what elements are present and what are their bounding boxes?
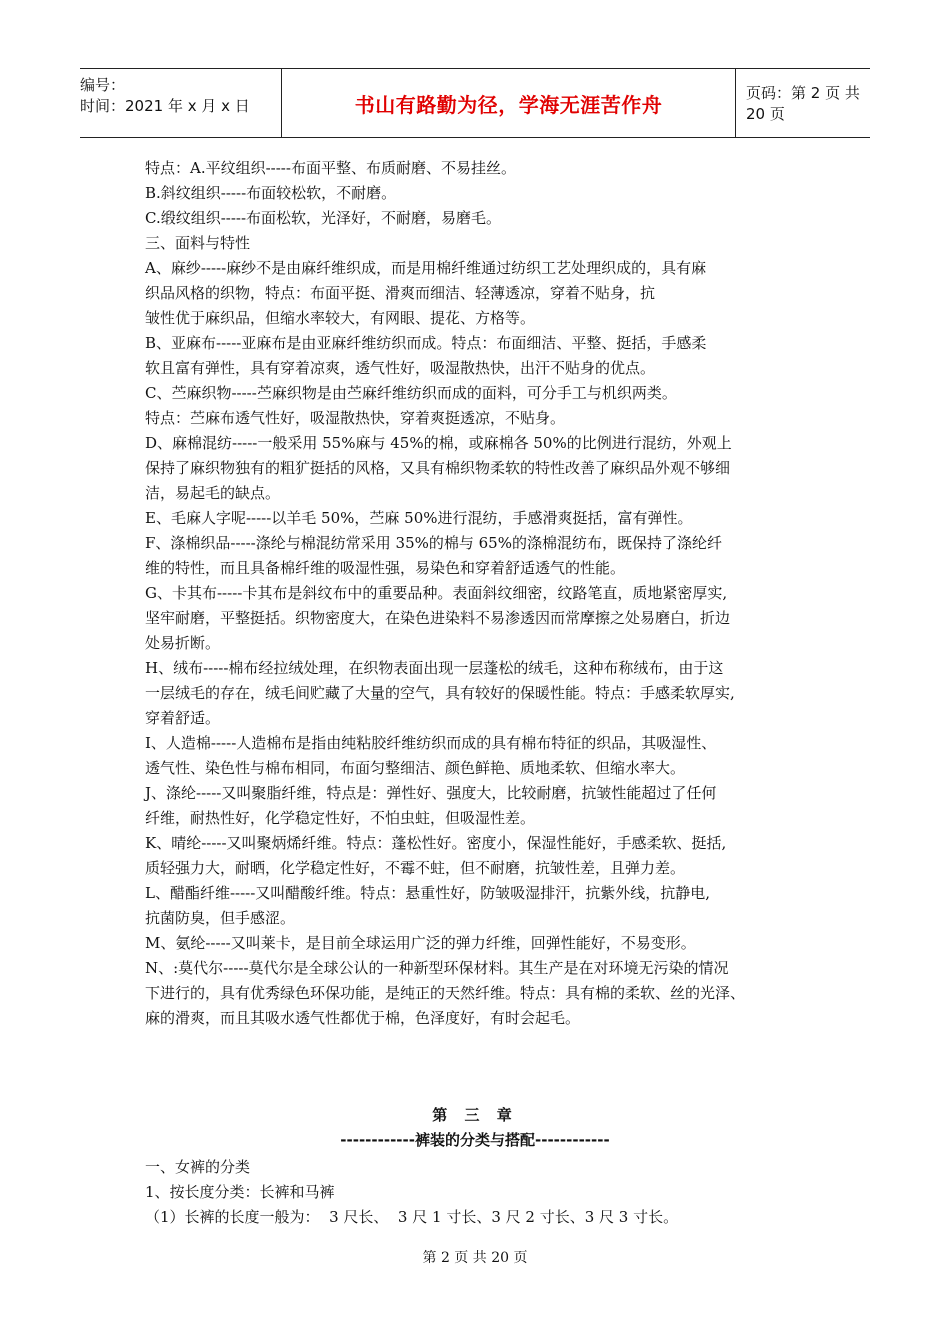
body-line: M、氨纶-----又叫莱卡，是目前全球运用广泛的弹力纤维，回弹性能好，不易变形。 — [145, 934, 696, 952]
body-line: F、涤棉织品-----涤纶与棉混纺常采用 35%的棉与 65%的涤棉混纺布，既保持了涤纶纤 — [145, 534, 722, 552]
section-heading: 三、面料与特性 — [145, 234, 251, 252]
body-line: 特点：苎麻布透气性好，吸湿散热快，穿着爽挺透凉，不贴身。 — [145, 409, 566, 427]
body-line: 透气性、染色性与棉布相同，布面匀整细洁、颜色鲜艳、质地柔软、但缩水率大。 — [145, 759, 686, 777]
body-line: K、晴纶-----又叫聚炳烯纤维。特点：蓬松性好。密度小，保湿性能好，手感柔软、挺括, — [145, 834, 727, 852]
body-line: 纤维，耐热性好，化学稳定性好，不怕虫蛀，但吸湿性差。 — [145, 809, 536, 827]
body-line: 穿着舒适。 — [145, 709, 221, 727]
body-line: 质轻强力大，耐晒，化学稳定性好，不霉不蛀，但不耐磨，抗皱性差，且弹力差。 — [145, 859, 686, 877]
body-line: 下进行的，具有优秀绿色环保功能，是纯正的天然纤维。特点：具有棉的柔软、丝的光泽、 — [145, 984, 746, 1002]
body-line: H、绒布-----棉布经拉绒处理，在织物表面出现一层蓬松的绒毛，这种布称绒布，由于这 — [145, 659, 724, 677]
body-line: 坚牢耐磨，平整挺括。织物密度大，在染色进染料不易渗透因而常摩擦之处易磨白，折边 — [145, 609, 731, 627]
body-line: 一层绒毛的存在，绒毛间贮藏了大量的空气，具有较好的保暖性能。特点：手感柔软厚实, — [145, 684, 735, 702]
body-line: 1、按长度分类：长裤和马裤 — [145, 1183, 335, 1201]
document-body — [145, 156, 815, 1031]
body-line: E、毛麻人字呢-----以羊毛 50%，苎麻 50%进行混纺，手感滑爽挺括，富有弹性。 — [145, 509, 693, 527]
body-line: 抗菌防臭，但手感涩。 — [145, 909, 296, 927]
body-line: 处易折断。 — [145, 634, 221, 652]
document-number-label: 编号： — [80, 76, 126, 94]
header-motto: 书山有路勤为径，学海无涯苦作舟 — [354, 92, 663, 117]
chapter-subtitle: ------------裤装的分类与搭配------------ — [340, 1131, 610, 1149]
section-heading: 一、女裤的分类 — [145, 1158, 251, 1176]
body-line: J、涤纶-----又叫聚脂纤维，特点是：弹性好、强度大，比较耐磨，抗皱性能超过了任何 — [145, 784, 717, 802]
body-line: 织品风格的织物，特点：布面平挺、滑爽而细洁、轻薄透凉，穿着不贴身，抗 — [145, 284, 656, 302]
page-header — [80, 68, 870, 138]
body-line: 皱性优于麻织品，但缩水率较大，有网眼、提花、方格等。 — [145, 309, 536, 327]
body-line: N、:莫代尔-----莫代尔是全球公认的一种新型环保材料。其生产是在对环境无污染的情况 — [145, 959, 729, 977]
chapter-title: 第 三 章 — [432, 1106, 518, 1124]
body-line: C、苎麻织物-----苎麻织物是由苎麻纤维纺织而成的面料，可分手工与机织两类。 — [145, 384, 677, 402]
body-line: B、亚麻布-----亚麻布是由亚麻纤维纺织而成。特点：布面细洁、平整、挺括，手感柔 — [145, 334, 707, 352]
page-footer: 第 2 页 共 20 页 — [422, 1250, 528, 1266]
body-line: D、麻棉混纺-----一般采用 55%麻与 45%的棉，或麻棉各 50%的比例进行混纺，外观上 — [145, 434, 732, 452]
body-line: I、人造棉-----人造棉布是指由纯粘胶纤维纺织而成的具有棉布特征的织品，其吸湿性、 — [145, 734, 717, 752]
body-line: C.缎纹组织-----布面松软，光泽好，不耐磨，易磨毛。 — [145, 209, 502, 227]
chapter-body — [145, 1155, 815, 1230]
chapter-heading — [0, 1103, 950, 1153]
body-line: 保持了麻织物独有的粗犷挺括的风格，又具有棉织物柔软的特性改善了麻织品外观不够细 — [145, 459, 731, 477]
body-line: 麻的滑爽，而且其吸水透气性都优于棉，色泽度好，有时会起毛。 — [145, 1009, 581, 1027]
body-line: 特点：A.平纹组织-----布面平整、布质耐磨、不易挂丝。 — [145, 159, 516, 177]
body-line: B.斜纹组织-----布面较松软，不耐磨。 — [145, 184, 397, 202]
body-line: G、卡其布-----卡其布是斜纹布中的重要品种。表面斜纹细密，纹路笔直，质地紧密厚实, — [145, 584, 728, 602]
body-line: 维的特性，而且具备棉纤维的吸湿性强，易染色和穿着舒适透气的性能。 — [145, 559, 626, 577]
body-line: A、麻纱-----麻纱不是由麻纤维织成，而是用棉纤维通过纺织工艺处理织成的，具有麻 — [145, 259, 707, 277]
body-line: 洁，易起毛的缺点。 — [145, 484, 281, 502]
body-line: 软且富有弹性，具有穿着凉爽，透气性好，吸湿散热快，出汗不贴身的优点。 — [145, 359, 656, 377]
header-meta — [80, 69, 280, 137]
body-line: L、醋酯纤维-----又叫醋酸纤维。特点：悬重性好，防皱吸湿排汗，抗紫外线，抗静电, — [145, 884, 711, 902]
header-page-number: 页码：第 2 页 共 20 页 — [746, 84, 860, 123]
body-line: （1）长裤的长度一般为： 3 尺长、 3 尺 1 寸长、3 尺 2 寸长、3 尺 3 寸长。 — [145, 1208, 679, 1226]
header-motto-cell — [281, 69, 736, 137]
document-date-label: 时间：2021 年 x 月 x 日 — [80, 97, 250, 115]
